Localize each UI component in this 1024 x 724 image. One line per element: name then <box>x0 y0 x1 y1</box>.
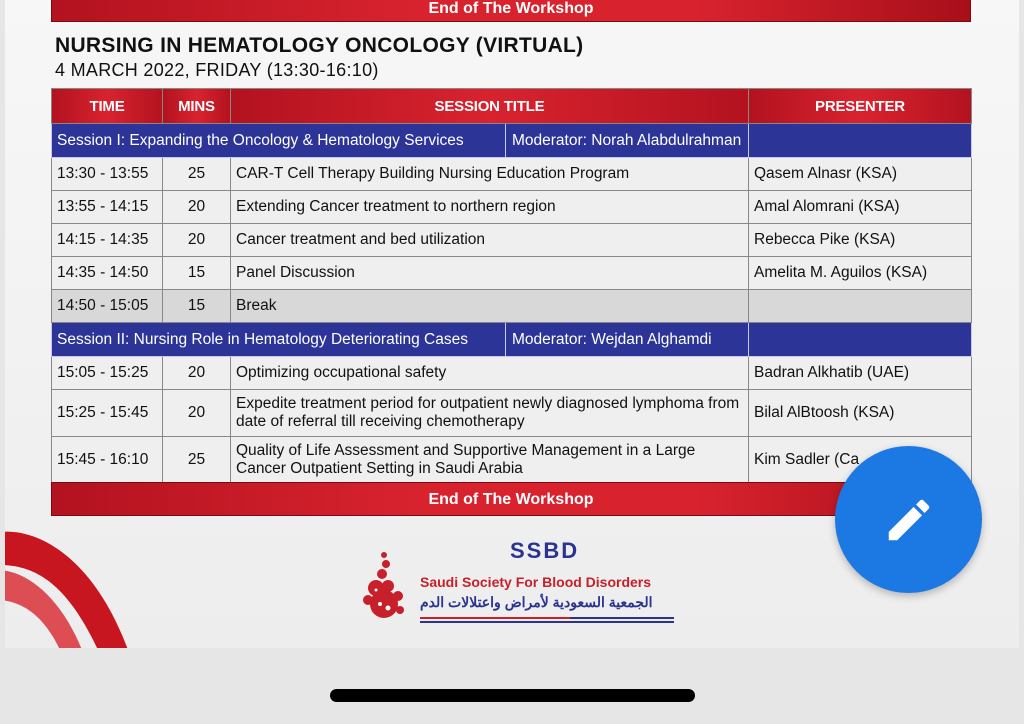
header-time: TIME <box>52 89 163 124</box>
blood-drop-logo-icon <box>360 548 408 624</box>
row-mins: 20 <box>163 224 231 257</box>
row-title: CAR-T Cell Therapy Building Nursing Education Program <box>231 158 749 191</box>
row-title: Expedite treatment period for outpatient newly diagnosed lymphoma from date of referral till receiving chemotherapy <box>231 390 749 437</box>
row-presenter: Kim Sadler (Ca <box>749 437 972 484</box>
session-1-title: Session I: Expanding the Oncology & Hematology Services <box>52 124 506 157</box>
table-row <box>52 357 972 390</box>
table-header-row <box>52 89 972 124</box>
row-title: Panel Discussion <box>231 257 749 290</box>
edit-fab-button[interactable] <box>835 446 982 593</box>
row-mins: 20 <box>163 191 231 224</box>
table-row <box>52 437 972 484</box>
row-mins: 15 <box>163 257 231 290</box>
session-2-title: Session II: Nursing Role in Hematology Deteriorating Cases <box>52 323 506 356</box>
row-mins: 20 <box>163 390 231 437</box>
session-row <box>52 124 972 158</box>
row-title: Optimizing occupational safety <box>231 357 749 390</box>
decorative-swoosh <box>5 520 140 648</box>
end-of-workshop-banner-bottom: End of The Workshop <box>51 482 971 516</box>
row-presenter: Bilal AlBtoosh (KSA) <box>749 390 972 437</box>
row-mins: 15 <box>163 290 231 323</box>
row-title: Cancer treatment and bed utilization <box>231 224 749 257</box>
row-presenter: Badran Alkhatib (UAE) <box>749 357 972 390</box>
row-title: Quality of Life Assessment and Supportive Management in a Large Cancer Outpatient Setting in Saudi Arabia <box>231 437 749 484</box>
row-presenter: Amelita M. Aguilos (KSA) <box>749 257 972 290</box>
session-2-moderator: Moderator: Wejdan Alghamdi <box>512 331 712 348</box>
table-row <box>52 257 972 290</box>
header-presenter: PRESENTER <box>749 89 972 124</box>
row-mins: 25 <box>163 158 231 191</box>
table-row <box>52 191 972 224</box>
home-indicator[interactable] <box>330 689 695 702</box>
row-time: 13:55 - 14:15 <box>52 191 163 224</box>
row-title: Extending Cancer treatment to northern region <box>231 191 749 224</box>
break-row <box>52 290 972 323</box>
logo-arabic-name: الجمعية السعودية لأمراض واعتلالات الدم <box>420 594 653 610</box>
header-mins: MINS <box>163 89 231 124</box>
row-presenter: Rebecca Pike (KSA) <box>749 224 972 257</box>
header-session-title: SESSION TITLE <box>231 89 749 124</box>
ssbd-logo <box>360 538 690 628</box>
row-time: 15:25 - 15:45 <box>52 390 163 437</box>
row-time: 13:30 - 13:55 <box>52 158 163 191</box>
row-time: 14:35 - 14:50 <box>52 257 163 290</box>
pencil-icon <box>882 493 936 547</box>
table-row <box>52 158 972 191</box>
row-presenter: Qasem Alnasr (KSA) <box>749 158 972 191</box>
row-mins: 20 <box>163 357 231 390</box>
row-time: 14:50 - 15:05 <box>52 290 163 323</box>
event-title: NURSING IN HEMATOLOGY ONCOLOGY (VIRTUAL) <box>55 34 584 57</box>
row-time: 14:15 - 14:35 <box>52 224 163 257</box>
table-row <box>52 390 972 437</box>
table-row <box>52 224 972 257</box>
row-title: Break <box>231 290 749 323</box>
logo-abbreviation: SSBD <box>510 538 580 563</box>
logo-underline <box>420 617 674 623</box>
logo-english-name: Saudi Society For Blood Disorders <box>420 574 652 590</box>
row-presenter <box>749 290 972 323</box>
session-1-moderator: Moderator: Norah Alabdulrahman <box>512 132 742 149</box>
end-of-workshop-banner-top: End of The Workshop <box>51 0 971 22</box>
row-time: 15:45 - 16:10 <box>52 437 163 484</box>
schedule-table <box>51 88 972 484</box>
row-time: 15:05 - 15:25 <box>52 357 163 390</box>
row-presenter: Amal Alomrani (KSA) <box>749 191 972 224</box>
row-mins: 25 <box>163 437 231 484</box>
event-date: 4 MARCH 2022, FRIDAY (13:30-16:10) <box>55 60 379 80</box>
session-row <box>52 323 972 357</box>
